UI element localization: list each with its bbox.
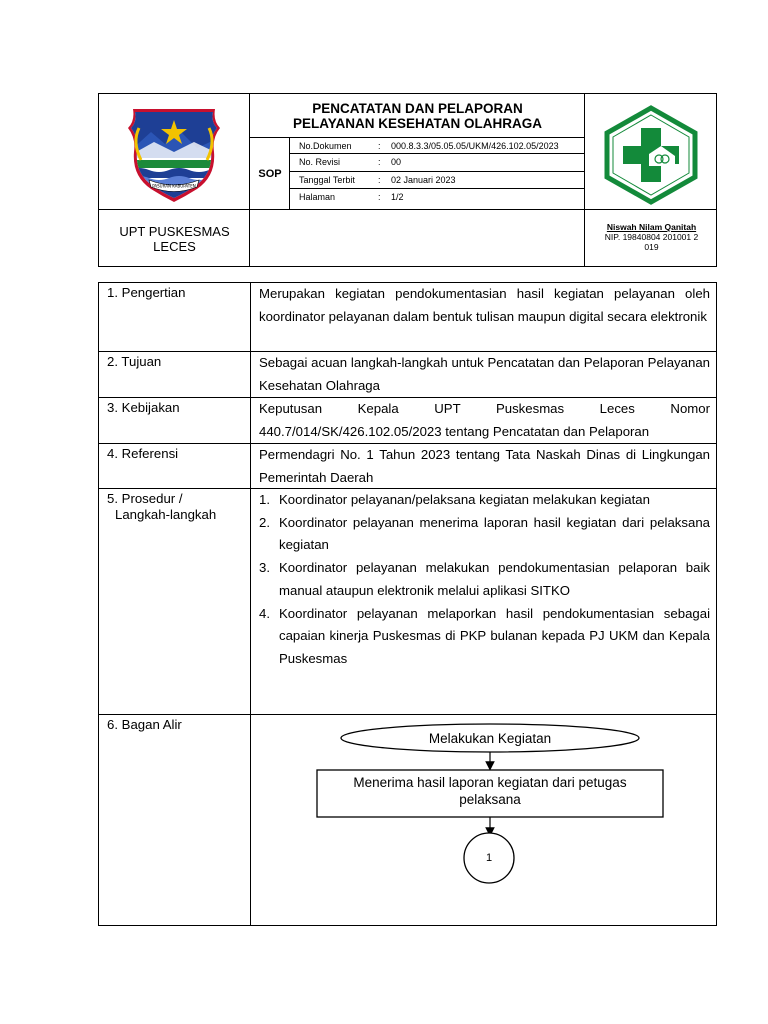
- meta-value: 00: [391, 157, 402, 167]
- flow-box-label: [317, 774, 663, 808]
- section-label: 4. Referensi: [99, 444, 251, 488]
- section-paragraph: Keputusan Kepala UPT Puskesmas Leces Nomor 440.7/014/SK/426.102.05/2023 tentang Pencatatan dan Pelaporan: [259, 401, 710, 439]
- emblem-ribbon-text: PASURAN KABUPATEN: [152, 183, 196, 189]
- signer-nip-cont: 019: [644, 242, 659, 252]
- meta-key: No. Revisi: [299, 157, 341, 167]
- regency-emblem-icon: [99, 94, 250, 210]
- section-paragraph: Permendagri No. 1 Tahun 2023 tentang Tata Naskah Dinas di Lingkungan Pemerintah Daerah: [259, 447, 710, 485]
- section-label: 6. Bagan Alir: [99, 715, 251, 925]
- meta-key: Halaman: [299, 192, 336, 202]
- signer-nip: NIP. 19840804 201001 2: [604, 232, 699, 242]
- procedure-step: [259, 512, 710, 557]
- meta-key: Tanggal Terbit: [299, 175, 355, 185]
- step-text: Koordinator pelayanan melakukan pendokumentasian pelaporan baik manual ataupun elektronik melalui aplikasi SITKO: [279, 560, 710, 598]
- flow-connector-label: 1: [485, 852, 493, 864]
- section-label: 1. Pengertian: [99, 283, 251, 351]
- title-line-1: PENCATATAN DAN PELAPORAN: [312, 101, 523, 116]
- flow-box-line-2: pelaksana: [459, 792, 521, 807]
- meta-colon: :: [378, 141, 381, 151]
- section-label: 3. Kebijakan: [99, 398, 251, 443]
- document-title: [250, 94, 585, 138]
- section-label-line-2: Langkah-langkah: [115, 507, 217, 522]
- meta-row-revision: [290, 154, 585, 170]
- procedure-list: [259, 489, 710, 671]
- sop-label: SOP: [258, 168, 282, 180]
- section-paragraph: Merupakan kegiatan pendokumentasian hasil kegiatan pelayanan oleh koordinator pelayanan dalam bentuk tulisan maupun digital secara elektronik: [259, 286, 710, 324]
- meta-row-issue-date: [290, 172, 585, 188]
- meta-row-doc-number: [290, 138, 585, 154]
- section-pengertian: [99, 283, 716, 352]
- section-label-line-1: 5. Prosedur /: [107, 491, 183, 506]
- signer-block: [585, 210, 718, 268]
- section-bagan-alir: [99, 715, 716, 925]
- meta-colon: :: [378, 192, 381, 202]
- meta-value: 02 Januari 2023: [391, 175, 456, 185]
- section-label: 2. Tujuan: [99, 352, 251, 397]
- step-text: Koordinator pelayanan menerima laporan hasil kegiatan dari pelaksana kegiatan: [279, 514, 710, 553]
- step-number: 2.: [259, 514, 270, 530]
- section-referensi: [99, 444, 716, 489]
- section-label: [99, 489, 251, 714]
- step-number: 4.: [259, 605, 270, 621]
- puskesmas-cross-icon: [585, 94, 718, 210]
- unit-line-1: UPT PUSKESMAS: [119, 224, 230, 239]
- regency-emblem-cell: [99, 94, 250, 210]
- section-steps: [251, 489, 716, 671]
- procedure-step: [259, 489, 710, 512]
- section-text: [251, 283, 716, 328]
- meta-value: 000.8.3.3/05.05.05/UKM/426.102.05/2023: [391, 141, 559, 151]
- step-text: Koordinator pelayanan melaporkan hasil pendokumentasian sebagai capaian kinerja Puskesmas di PKP bulanan kepada PJ UKM dan Kepala Puskesmas: [279, 605, 710, 666]
- meta-row-page: [290, 189, 585, 205]
- procedure-step: [259, 603, 710, 671]
- section-prosedur: [99, 489, 716, 715]
- title-line-2: PELAYANAN KESEHATAN OLAHRAGA: [292, 116, 543, 131]
- unit-line-2: LECES: [153, 239, 196, 254]
- document-meta: [290, 138, 585, 210]
- sop-header: [98, 93, 717, 267]
- sop-content-table: [98, 282, 717, 926]
- meta-key: No.Dokumen: [299, 141, 352, 151]
- section-text: [251, 398, 716, 443]
- unit-name: [99, 210, 250, 268]
- section-text: [251, 352, 716, 397]
- step-text: Koordinator pelayanan/pelaksana kegiatan melakukan kegiatan: [279, 492, 650, 507]
- meta-colon: :: [378, 175, 381, 185]
- section-paragraph: Sebagai acuan langkah-langkah untuk Pencatatan dan Pelaporan Pelayanan Kesehatan Olahraga: [259, 355, 710, 393]
- section-text: [251, 444, 716, 489]
- step-number: 3.: [259, 560, 270, 576]
- flow-box-line-1: Menerima hasil laporan kegiatan dari petugas: [353, 775, 627, 790]
- procedure-step: [259, 557, 710, 602]
- section-kebijakan: [99, 398, 716, 444]
- step-number: 1.: [259, 492, 270, 507]
- meta-value: 1/2: [391, 192, 404, 202]
- flowchart: [251, 715, 716, 925]
- puskesmas-logo-cell: [585, 94, 718, 210]
- section-tujuan: [99, 352, 716, 398]
- signer-name: Niswah Nilam Qanitah: [606, 222, 697, 232]
- flow-start-label: Melakukan Kegiatan: [428, 731, 552, 746]
- meta-colon: :: [378, 157, 381, 167]
